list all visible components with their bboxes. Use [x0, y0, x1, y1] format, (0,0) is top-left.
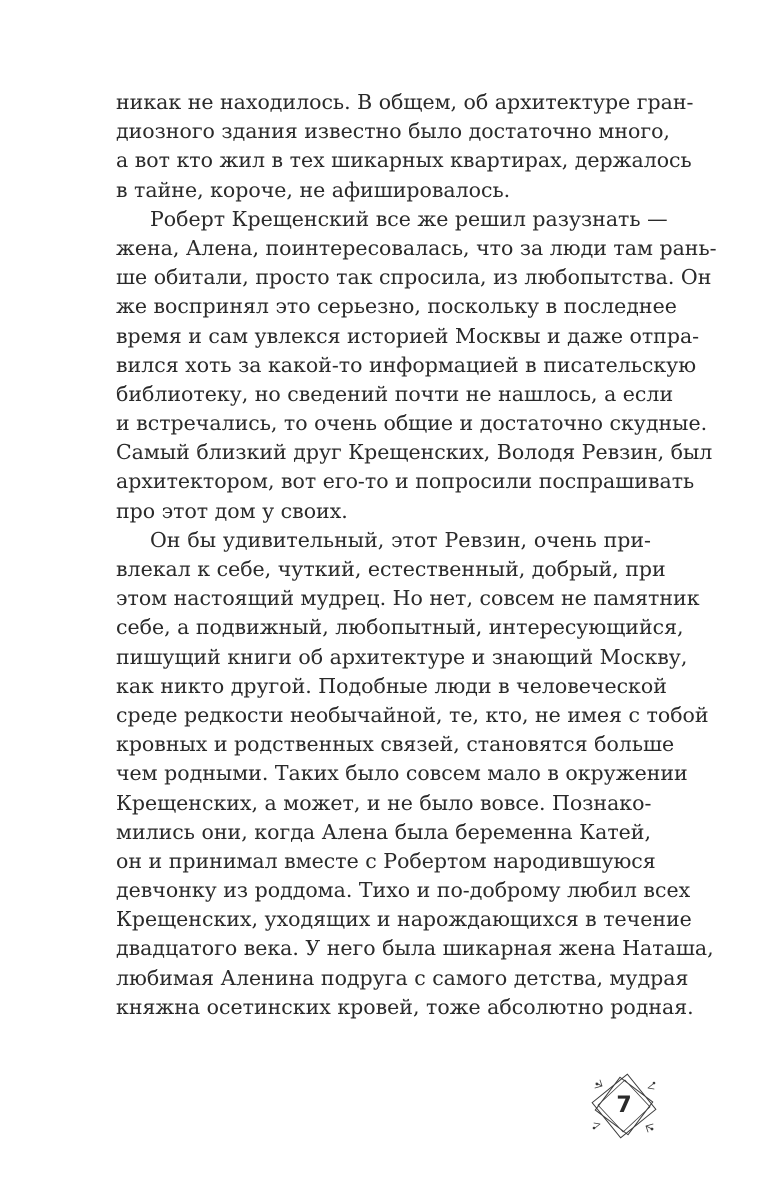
- text-line: мились они, когда Алена была беременна Катей,: [116, 819, 651, 844]
- text-line: в тайне, короче, не афишировалось.: [116, 177, 511, 202]
- text-line: Самый близкий друг Крещенских, Володя Ревзин, был: [116, 440, 713, 465]
- text-line: Крещенских, а может, и не было вовсе. Познако-: [116, 790, 652, 815]
- text-line: себе, а подвижный, любопытный, интересующийся,: [116, 615, 684, 640]
- text-line: как никто другой. Подобные люди в человеческой: [116, 673, 667, 698]
- text-line: влекал к себе, чуткий, естественный, добрый, при: [116, 557, 666, 581]
- text-line: среде редкости необычайной, те, кто, не имея с тобой: [116, 702, 709, 727]
- text-line: библиотеку, но сведений почти не нашлось, а если: [116, 381, 674, 406]
- text-line: никак не находилось. В общем, об архитектуре гран-: [116, 90, 694, 114]
- body-text: [116, 88, 717, 1022]
- paragraph-3: [116, 526, 714, 1022]
- text-line: двадцатого века. У него была шикарная жена Наташа,: [116, 936, 714, 961]
- text-line: вился хоть за какой-то информацией в писательскую: [116, 352, 697, 377]
- text-line: ше обитали, просто так спросила, из любопытства. Он: [116, 265, 712, 290]
- text-line: Крещенских, уходящих и нарождающихся в течение: [116, 907, 692, 932]
- page-number-badge: [588, 1070, 660, 1142]
- text-line: время и сам увлекся историей Москвы и даже отпра-: [116, 323, 700, 348]
- text-line: Он бы удивительный, этот Ревзин, очень при-: [150, 527, 651, 552]
- text-line: и встречались, то очень общие и достаточно скудные.: [116, 411, 708, 436]
- text-line: а вот кто жил в тех шикарных квартирах, держалось: [116, 148, 692, 173]
- text-line: про этот дом у своих.: [116, 498, 348, 523]
- text-line: этом настоящий мудрец. Но нет, совсем не памятник: [116, 586, 700, 611]
- text-line: княжна осетинских кровей, тоже абсолютно родная.: [116, 994, 694, 1019]
- page-number: 7: [616, 1093, 632, 1118]
- text-line: жена, Алена, поинтересовалась, что за люди там рань-: [116, 235, 717, 260]
- text-line: любимая Аленина подруга с самого детства, мудрая: [116, 965, 689, 990]
- paragraph-2: [116, 205, 717, 526]
- text-line: пишущий книги об архитектуре и знающий Москву,: [116, 644, 688, 669]
- text-line: чем родными. Таких было совсем мало в окружении: [116, 761, 688, 786]
- paragraph-1: [116, 88, 694, 205]
- text-line: архитектором, вот его-то и попросили поспрашивать: [116, 469, 695, 494]
- text-line: же воспринял это серьезно, поскольку в последнее: [116, 294, 677, 319]
- text-line: диозного здания известно было достаточно много,: [116, 119, 670, 144]
- text-line: Роберт Крещенский все же решил разузнать —: [150, 206, 668, 231]
- text-line: кровных и родственных связей, становятся больше: [116, 732, 675, 757]
- text-line: он и принимал вместе с Робертом народившуюся: [116, 848, 656, 873]
- text-line: девчонку из роддома. Тихо и по-доброму любил всех: [116, 878, 691, 903]
